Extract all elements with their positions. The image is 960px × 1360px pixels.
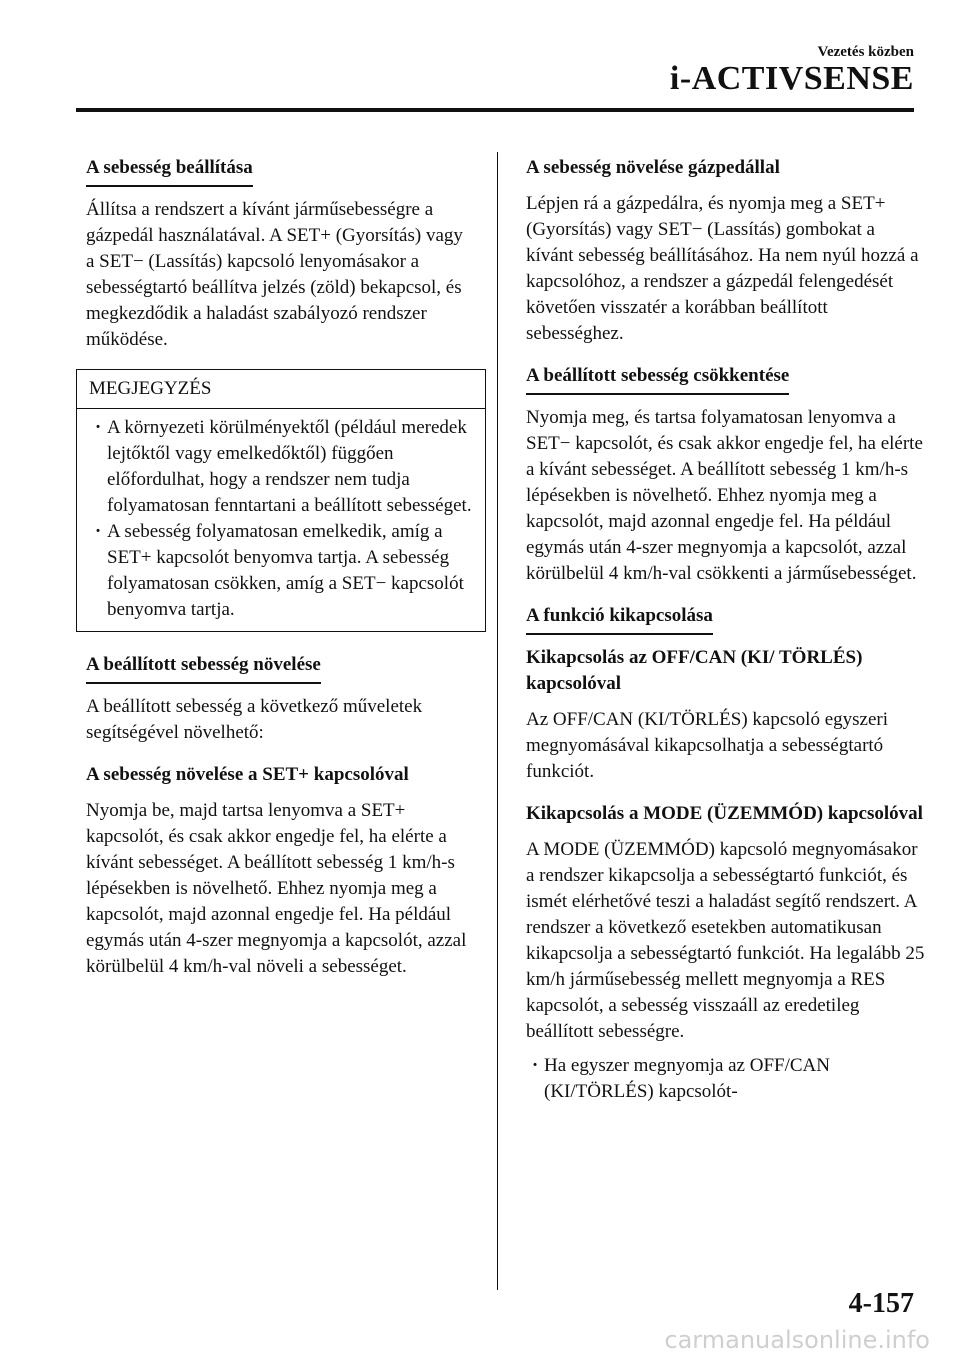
bullet-dot: · (531, 1055, 539, 1076)
header-rule (76, 108, 914, 112)
page-number: 4-157 (848, 1288, 914, 1319)
left-column (86, 155, 476, 996)
paragraph-increase-pedal: Lépjen rá a gázpedálra, és nyomja meg a SET+ (Gyorsítás) vagy SET− (Lassítás) gombokat a kívánt sebesség beállításához. Ha nem nyúl hozzá a kapcsolóhoz, a rendszer a gázpedál felengedését követően visszatér a korábban beállított sebességhez. (526, 193, 919, 344)
subtitle-increase-pedal: A sebesség növelése gázpedállal (526, 157, 780, 178)
note-title: MEGJEGYZÉS (77, 370, 485, 409)
right-column (526, 155, 926, 1105)
note-bullet (89, 415, 473, 519)
header-chapter-title: i-ACTIVSENSE (669, 60, 914, 97)
note-body (77, 409, 485, 631)
paragraph-off-can: Az OFF/CAN (KI/TÖRLÉS) kapcsoló egyszeri megnyomásával kikapcsolhatja a sebességtartó funkciót. (526, 709, 889, 782)
subtitle-increase-set: A sebesség növelése a SET+ kapcsolóval (86, 764, 409, 785)
note-bullet-text: A sebesség folyamatosan emelkedik, amíg a SET+ kapcsolót benyomva tartja. A sebesség folyamatosan csökken, amíg a SET− kapcsolót benyomva tartja. (107, 521, 464, 620)
section-title-increase-speed: A beállított sebesség növelése (86, 652, 321, 684)
bullet-dot: · (94, 417, 102, 438)
paragraph-increase-intro: A beállított sebesség a következő műveletek segítségével növelhető: (86, 696, 423, 743)
section-title-decrease-speed: A beállított sebesség csökkentése (526, 363, 789, 395)
header-section: Vezetés közben (817, 44, 914, 60)
cancel-bullet-text: Ha egyszer megnyomja az OFF/CAN (KI/TÖRLÉS) kapcsolót- (544, 1055, 830, 1102)
subtitle-off-can: Kikapcsolás az OFF/CAN (KI/ TÖRLÉS) kapcsolóval (526, 647, 863, 694)
bullet-dot: · (94, 521, 102, 542)
note-bullet (89, 519, 473, 623)
watermark: carmanualsonline.info (664, 1326, 930, 1354)
paragraph-decrease-speed: Nyomja meg, és tartsa folyamatosan lenyomva a SET− kapcsolót, és csak akkor engedje fel, ha elérte a kívánt sebességet. A beállított sebesség 1 km/h-s lépésekben is növelhető. Ehhez nyomja meg a kapcsolót, majd azonnal engedje fel. Ha például egymás után 4-szer megnyomja a kapcsolót, azzal körülbelül 4 km/h-val csökkenti a járműsebességet. (526, 407, 923, 584)
note-box (76, 369, 486, 632)
paragraph-increase-set: Nyomja be, majd tartsa lenyomva a SET+ kapcsolót, és csak akkor engedje fel, ha elérte a kívánt sebességet. A beállított sebesség 1 km/h-s lépésekben is növelhető. Ehhez nyomja meg a kapcsolót, majd azonnal engedje fel. Ha például egymás után 4-szer megnyomja a kapcsolót, azzal körülbelül 4 km/h-val növeli a sebességet. (86, 800, 467, 977)
paragraph-set-speed: Állítsa a rendszert a kívánt járműsebességre a gázpedál használatával. A SET+ (Gyorsítás) vagy a SET− (Lassítás) kapcsoló lenyomásakor a sebességtartó beállítva jelzés (zöld) bekapcsol, és megkezdődik a haladást szabályozó rendszer működése. (86, 199, 463, 350)
note-bullet-text: A környezeti körülményektől (például meredek lejtőktől vagy emelkedőktől) függően előfordulhat, hogy a rendszer nem tudja folyamatosan fenntartani a beállított sebességet. (107, 417, 472, 516)
subtitle-mode: Kikapcsolás a MODE (ÜZEMMÓD) kapcsolóval (526, 803, 923, 824)
column-divider (497, 152, 498, 1290)
paragraph-mode: A MODE (ÜZEMMÓD) kapcsoló megnyomásakor a rendszer kikapcsolja a sebességtartó funkciót, és ismét elérhetővé teszi a haladást segítő rendszert. A rendszer a következő esetekben automatikusan kikapcsolja a sebességtartó funkciót. Ha legalább 25 km/h járműsebesség mellett megnyomja a RES kapcsolót, a sebesség visszaáll az eredetileg beállított sebességre. (526, 839, 925, 1042)
section-title-cancel-function: A funkció kikapcsolása (526, 603, 713, 635)
cancel-bullet (526, 1053, 926, 1105)
section-title-set-speed: A sebesség beállítása (86, 155, 253, 187)
